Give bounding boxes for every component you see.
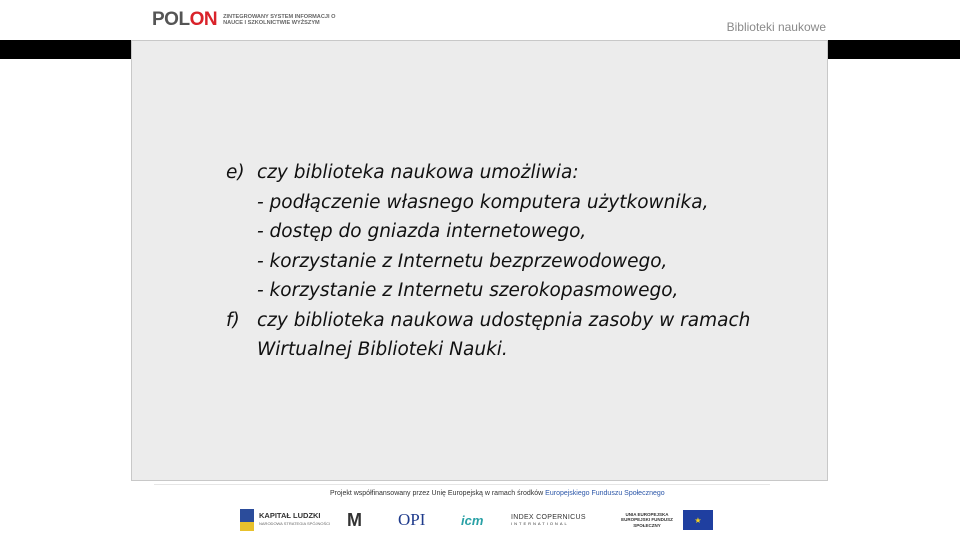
section-title: Biblioteki naukowe: [726, 20, 826, 34]
index-copernicus-logo: [511, 507, 586, 533]
item-f-text-1: czy biblioteka naukowa udostępnia zasoby w ramach: [257, 309, 751, 331]
list-item: - korzystanie z Internetu szerokopasmowego,: [257, 280, 679, 301]
opi-logo: OPI: [398, 510, 426, 529]
icm-logo: icm: [461, 512, 484, 528]
footer-text: [330, 490, 665, 497]
list-item: - korzystanie z Internetu bezprzewodowego,: [257, 250, 668, 272]
item-f-label: f): [226, 309, 240, 331]
kapital-ludzki-logo: [240, 507, 330, 533]
kapital-ludzki-icon: [240, 509, 254, 531]
item-f-text-2: Wirtualnej Biblioteki Nauki.: [257, 339, 508, 360]
ministry-logo: M: [347, 509, 362, 530]
logo-pol: POL: [152, 9, 190, 30]
polon-logo[interactable]: [152, 10, 338, 30]
logo-tagline: ZINTEGROWANY SYSTEM INFORMACJI O NAUCE I SZKOLNICTWIE WYŻSZYM: [223, 13, 336, 26]
logo-wordmark: [152, 10, 217, 30]
index-copernicus-title: INDEX COPERNICUS: [511, 514, 586, 521]
item-e-label: e): [226, 162, 245, 183]
footer-text-prefix: Projekt współfinansowany przez Unię Europejską w ramach środków: [330, 490, 544, 497]
index-copernicus-subtitle: INTERNATIONAL: [511, 521, 569, 526]
list-item: - dostęp do gniazda internetowego,: [257, 221, 587, 242]
footer-text-link: Europejskiego Funduszu Społecznego: [545, 490, 665, 497]
kapital-ludzki-subtitle: NARODOWA STRATEGIA SPÓJNOŚCI: [259, 521, 331, 526]
eu-text: UNIA EUROPEJSKA EUROPEJSKI FUNDUSZ SPOŁECZNY: [621, 511, 673, 528]
item-e: [226, 158, 806, 188]
item-e-text: czy biblioteka naukowa umożliwia:: [257, 162, 579, 183]
item-f: [226, 306, 806, 336]
eu-flag-icon: ★: [683, 510, 713, 530]
footer-banner: [154, 484, 770, 541]
list-item: - podłączenie własnego komputera użytkownika,: [257, 191, 709, 213]
eu-logo: [617, 507, 713, 533]
kapital-ludzki-title: KAPITAŁ LUDZKI: [259, 511, 321, 520]
logo-on: ON: [189, 9, 218, 30]
slide-content: [226, 158, 806, 365]
header: [0, 0, 960, 40]
